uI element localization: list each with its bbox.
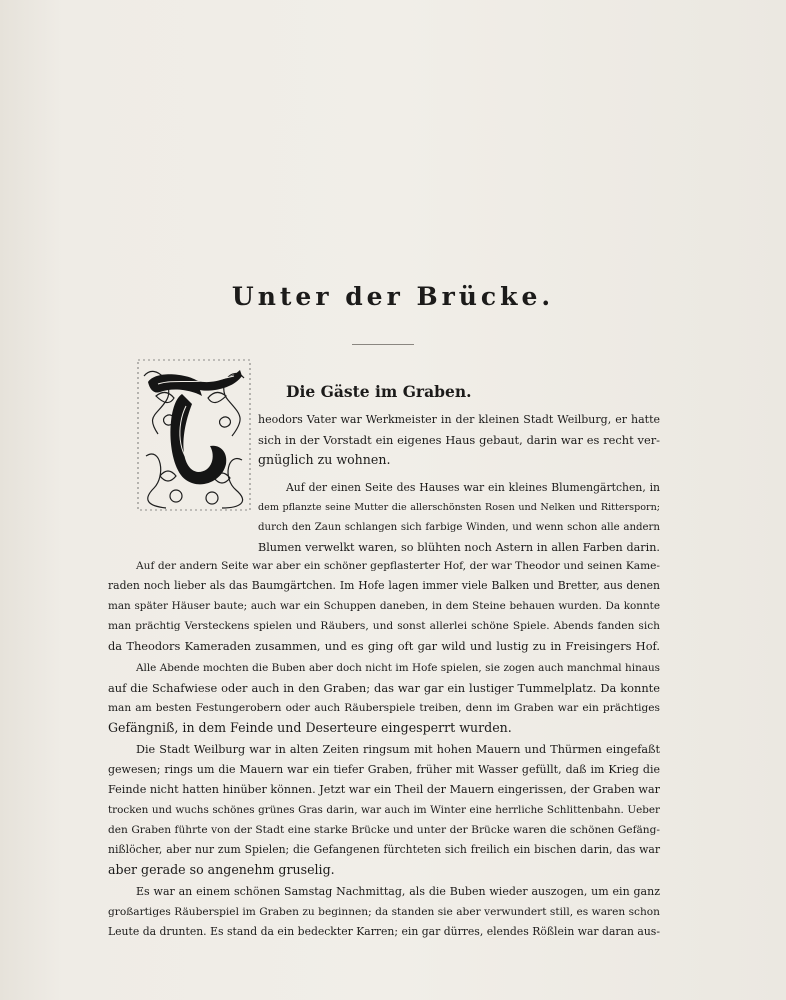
- text-line: Leute da drunten. Es stand da ein bedeckter Karren; ein gar dürres, elendes Rößlein war daran aus-: [108, 925, 660, 938]
- chapter-heading: Die Gäste im Graben.: [286, 382, 472, 401]
- text-line: man später Häuser baute; auch war ein Schuppen daneben, in dem Steine behauen wurden. Da konnte: [108, 600, 660, 612]
- text-line: gewesen; rings um die Mauern war ein tiefer Graben, früher mit Wasser gefüllt, daß im Krieg die: [108, 763, 660, 776]
- text-line: auf die Schafwiese oder auch in den Graben; das war gar ein lustiger Tummelplatz. Da konnte: [108, 681, 660, 695]
- text-line: Feinde nicht hatten hinüber können. Jetzt war ein Theil der Mauern eingerissen, der Graben war: [108, 783, 660, 796]
- text-line: Gefängniß, in dem Feinde und Deserteure eingesperrt wurden.: [108, 720, 512, 735]
- ornamental-initial-icon: [136, 356, 252, 518]
- text-line: dem pflanzte seine Mutter die allerschönsten Rosen und Nelken und Rittersporn;: [258, 502, 660, 513]
- page-title: Unter der Brücke.: [231, 282, 555, 311]
- text-line: Blumen verwelkt waren, so blühten noch Astern in allen Farben darin.: [258, 541, 660, 554]
- text-line: durch den Zaun schlangen sich farbige Winden, und wenn schon alle andern: [258, 522, 660, 533]
- title-divider: [352, 344, 414, 345]
- text-line: aber gerade so angenehm gruselig.: [108, 862, 335, 877]
- ornamental-initial-T: [136, 356, 252, 518]
- text-line: Die Stadt Weilburg war in alten Zeiten ringsum mit hohen Mauern und Thürmen eingefaßt: [136, 743, 660, 756]
- text-line: man am besten Festungerobern oder auch Räuberspiele treiben, denn im Graben war ein prächtiges: [108, 702, 660, 714]
- text-line: gnüglich zu wohnen.: [258, 452, 391, 467]
- text-line: heodors Vater war Werkmeister in der kleinen Stadt Weilburg, er hatte: [258, 413, 660, 426]
- text-line: den Graben führte von der Stadt eine starke Brücke und unter der Brücke waren die schönen Gefäng-: [108, 824, 660, 836]
- text-line: nißlöcher, aber nur zum Spielen; die Gefangenen fürchteten sich freilich ein bischen darin, das war: [108, 843, 660, 856]
- text-line: Auf der einen Seite des Hauses war ein kleines Blumengärtchen, in: [286, 481, 660, 494]
- text-line: Es war an einem schönen Samstag Nachmittag, als die Buben wieder auszogen, um ein ganz: [136, 885, 660, 898]
- text-line: raden noch lieber als das Baumgärtchen. Im Hofe lagen immer viele Balken und Bretter, aus denen: [108, 579, 660, 592]
- text-line: Auf der andern Seite war aber ein schöner gepflasterter Hof, der war Theodor und seinen Kame-: [136, 560, 660, 572]
- text-line: trocken und wuchs schönes grünes Gras darin, war auch im Winter eine herrliche Schlittenbahn. Ueber: [108, 804, 660, 816]
- text-line: großartiges Räuberspiel im Graben zu beginnen; da standen sie aber verwundert still, es waren schon: [108, 906, 660, 918]
- text-line: man prächtig Versteckens spielen und Räubers, und sonst allerlei schöne Spiele. Abends fanden sich: [108, 620, 660, 632]
- text-line: sich in der Vorstadt ein eigenes Haus gebaut, darin war es recht ver-: [258, 433, 660, 447]
- text-line: da Theodors Kameraden zusammen, und es ging oft gar wild und lustig zu in Freisingers Hof.: [108, 639, 660, 653]
- text-line: Alle Abende mochten die Buben aber doch nicht im Hofe spielen, sie zogen auch manchmal hinaus: [136, 662, 660, 674]
